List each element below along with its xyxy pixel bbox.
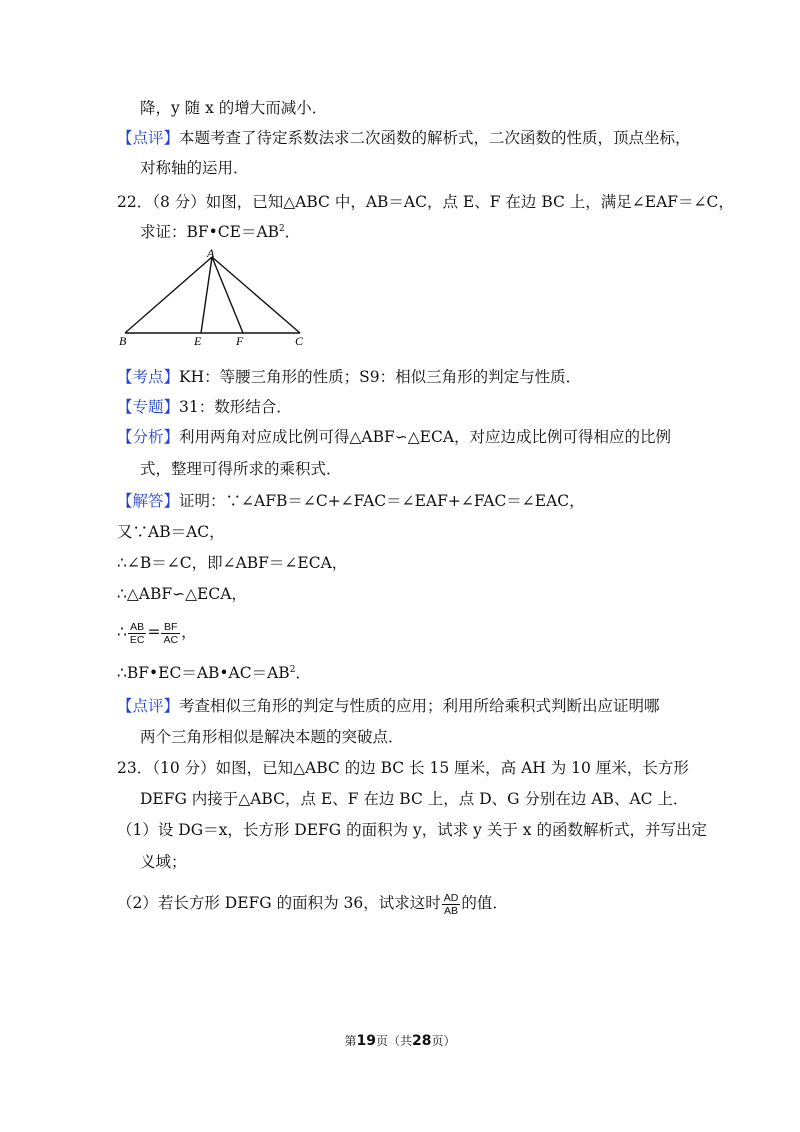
denominator: AB [444, 904, 459, 917]
fenxi-tag: 【分析】 [117, 428, 180, 446]
denominator: EC [129, 633, 145, 646]
segment-ac [212, 257, 300, 333]
question-22-heading: 22．（8 分）如图，已知△ABC 中，AB＝AC，点 E、F 在边 BC 上，满足∠EAF＝∠C， [117, 193, 734, 211]
label-f: F [236, 334, 244, 348]
numerator: AB [128, 621, 147, 634]
footer-pre: 第 [344, 1034, 357, 1048]
fenxi-text: 利用两角对应成比例可得△ABF∽△ECA，对应边成比例可得相应的比例 [179, 428, 672, 446]
kaodian-tag: 【考点】 [117, 368, 180, 386]
conclusion-text: ∴BF•EC＝AB•AC＝AB [117, 664, 290, 682]
fenxi-paragraph [117, 427, 671, 447]
footer-post: 页） [431, 1034, 456, 1048]
part2-end: 的值． [461, 894, 508, 912]
text-line: DEFG 内接于△ABC，点 E、F 在边 BC 上，点 D、G 分别在边 AB、AC 上． [140, 790, 689, 808]
fraction-line [117, 616, 197, 648]
triangle-figure [115, 245, 315, 350]
zhuanti-tag: 【专题】 [117, 398, 180, 416]
superscript: 2 [289, 664, 296, 675]
prove-end: ． [284, 223, 301, 241]
conclusion-line [117, 663, 311, 683]
superscript: 2 [279, 223, 285, 234]
text-line: ∴∠B＝∠C，即∠ABF＝∠ECA， [117, 554, 348, 572]
dianping-paragraph [117, 696, 660, 716]
part2-text: （2）若长方形 DEFG 的面积为 36，试求这时 [117, 894, 441, 912]
label-a: A [207, 246, 215, 260]
jieda-paragraph [117, 491, 585, 511]
label-b: B [119, 334, 127, 348]
conclusion-end: ． [295, 664, 311, 682]
text-line: 式，整理可得所求的乘积式． [140, 460, 342, 478]
question-23-part1: （1）设 DG＝x，长方形 DEFG 的面积为 y，试求 y 关于 x 的函数解析式，并写出定 [117, 821, 707, 839]
segment-af [212, 257, 243, 333]
fraction-ad-ab [442, 892, 461, 917]
text-line: 对称轴的运用． [140, 159, 249, 177]
equals-sign: = [147, 623, 161, 641]
comma: ， [181, 623, 197, 641]
question-23-part2 [117, 887, 508, 919]
fraction-bf-ac [161, 621, 180, 646]
dianping-tag: 【点评】 [117, 697, 180, 715]
segment-ab [125, 257, 212, 333]
label-e: E [194, 334, 202, 348]
review-tag: 【点评】 [117, 129, 180, 147]
kaodian-text: KH：等腰三角形的性质；S9：相似三角形的判定与性质． [179, 368, 582, 386]
review-text: 本题考查了待定系数法求二次函数的解析式，二次函数的性质，顶点坐标， [179, 129, 691, 147]
text-line: 又∵AB＝AC， [117, 523, 225, 541]
denominator: AC [163, 633, 179, 646]
dianping-text: 考查相似三角形的判定与性质的应用；利用所给乘积式判断出应证明哪 [179, 697, 660, 715]
footer-mid: 页（共 [375, 1034, 412, 1048]
zhuanti-text: 31：数形结合． [179, 398, 292, 416]
text-line: 两个三角形相似是解决本题的突破点． [140, 728, 404, 746]
segment-ae [201, 257, 212, 333]
page-number: 19 [356, 1033, 376, 1049]
page-footer [0, 1032, 800, 1049]
numerator: AD [443, 891, 459, 904]
jieda-text: 证明：∵∠AFB＝∠C+∠FAC＝∠EAF+∠FAC＝∠EAC， [179, 492, 585, 510]
label-c: C [295, 334, 304, 348]
text-line: 降，y 随 x 的增大而减小． [140, 99, 328, 117]
zhuanti-paragraph [117, 397, 292, 417]
text-line: ∴△ABF∽△ECA， [117, 585, 247, 603]
numerator: BF [161, 621, 180, 634]
question-23-heading: 23．（10 分）如图，已知△ABC 的边 BC 长 15 厘米，高 AH 为 10 厘米，长方形 [117, 759, 689, 777]
jieda-tag: 【解答】 [117, 492, 180, 510]
review-paragraph [117, 128, 691, 148]
text-line: 义域； [140, 853, 187, 871]
page-total: 28 [412, 1033, 432, 1049]
therefore-symbol: ∴ [117, 623, 127, 641]
prove-text: 求证：BF•CE＝AB [140, 223, 280, 241]
fraction-ab-ec [128, 621, 147, 646]
question-22-prove [140, 222, 300, 242]
kaodian-paragraph [117, 367, 581, 387]
